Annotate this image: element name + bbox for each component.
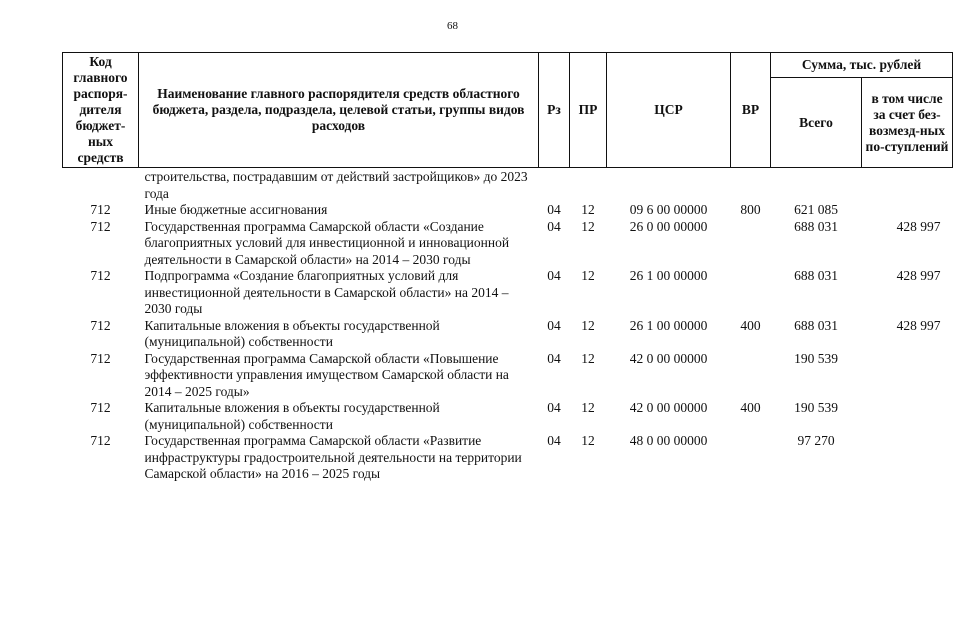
cell-vr [731, 268, 771, 318]
cell-csr: 26 0 00 00000 [629, 218, 708, 234]
cell-rz [539, 168, 570, 203]
cell-code: 712 [90, 433, 111, 448]
cell-code [63, 168, 139, 203]
cell-vr [731, 433, 771, 483]
header-free: в том числе за счет без-возмезд-ных по-ступлений [862, 78, 953, 168]
cell-pr: 12 [581, 433, 595, 448]
header-vr: ВР [731, 53, 771, 168]
cell-rz: 04 [547, 433, 561, 448]
header-sum-group: Сумма, тыс. рублей [771, 53, 953, 78]
cell-code: 712 [90, 202, 111, 217]
header-pr: ПР [570, 53, 607, 168]
cell-rz: 04 [547, 202, 561, 217]
cell-rz: 04 [547, 218, 561, 234]
cell-total: 190 539 [794, 350, 838, 366]
header-rz: Рз [539, 53, 570, 168]
cell-free [862, 351, 953, 401]
cell-total: 621 085 [794, 202, 838, 217]
table-row [63, 400, 953, 433]
cell-name: Государственная программа Самарской области «Развитие инфраструктуры градостроительной деятельности на территории Самарской области» на 2016 – 2025 годы [144, 433, 522, 481]
cell-name: Подпрограмма «Создание благоприятных условий для инвестиционной деятельности в Самарской области» на 2014 – 2030 годы [144, 268, 509, 316]
cell-pr [570, 168, 607, 203]
cell-free [862, 433, 953, 483]
cell-free: 428 997 [896, 317, 941, 333]
cell-vr: 400 [740, 400, 761, 415]
cell-vr: 400 [740, 317, 761, 333]
cell-name: Капитальные вложения в объекты государственной (муниципальной) собственности [144, 317, 440, 349]
cell-code: 712 [90, 350, 111, 366]
cell-csr: 26 1 00 00000 [629, 268, 708, 283]
cell-pr: 12 [581, 400, 595, 415]
cell-name: Государственная программа Самарской области «Повышение эффективности управления имуществом Самарской области на 2014 – 2025 годы» [144, 350, 509, 399]
cell-csr: 09 6 00 00000 [629, 202, 708, 217]
cell-vr: 800 [740, 202, 761, 217]
cell-total: 97 270 [797, 433, 835, 448]
cell-name: строительства, пострадавшим от действий застройщиков» до 2023 года [144, 169, 528, 201]
table-row [63, 433, 953, 483]
cell-pr: 12 [581, 317, 595, 333]
table-row [63, 219, 953, 269]
table-body [63, 168, 953, 483]
cell-rz: 04 [547, 400, 561, 415]
cell-code: 712 [90, 218, 111, 234]
cell-total: 190 539 [794, 400, 838, 415]
cell-pr: 12 [581, 350, 595, 366]
table-row [63, 351, 953, 401]
table-row [63, 318, 953, 351]
cell-name: Государственная программа Самарской области «Создание благоприятных условий для инвестиционной и инновационной деятельности в Самарской области» на 2014 – 2030 годы [144, 218, 510, 267]
cell-pr: 12 [581, 202, 595, 217]
table-row [63, 202, 953, 219]
cell-csr [607, 168, 731, 203]
cell-free [862, 400, 953, 433]
header-code: Код главного распоря-дителя бюджет-ных средств [63, 53, 139, 168]
table-row [63, 168, 953, 203]
cell-csr: 26 1 00 00000 [629, 317, 708, 333]
table-row [63, 268, 953, 318]
cell-code: 712 [90, 400, 111, 415]
cell-total [771, 168, 862, 203]
cell-total: 688 031 [794, 317, 838, 333]
budget-table [62, 52, 953, 483]
page-number: 68 [447, 20, 458, 32]
cell-free: 428 997 [896, 268, 941, 283]
cell-vr [731, 351, 771, 401]
cell-vr [731, 168, 771, 203]
cell-csr: 42 0 00 00000 [629, 400, 708, 415]
table-header [63, 53, 953, 168]
cell-free: 428 997 [896, 218, 941, 234]
cell-pr: 12 [581, 218, 595, 234]
cell-vr [731, 219, 771, 269]
cell-code: 712 [90, 268, 111, 283]
cell-code: 712 [90, 317, 111, 333]
cell-free [862, 202, 953, 219]
header-csr: ЦСР [607, 53, 731, 168]
cell-total: 688 031 [794, 268, 838, 283]
cell-rz: 04 [547, 317, 561, 333]
cell-csr: 48 0 00 00000 [629, 433, 708, 448]
cell-total: 688 031 [794, 218, 838, 234]
cell-rz: 04 [547, 268, 561, 283]
cell-name: Капитальные вложения в объекты государственной (муниципальной) собственности [144, 400, 440, 432]
cell-rz: 04 [547, 350, 561, 366]
header-name: Наименование главного распорядителя средств областного бюджета, раздела, подраздела, целевой статьи, группы видов расходов [139, 53, 539, 168]
cell-pr: 12 [581, 268, 595, 283]
cell-name: Иные бюджетные ассигнования [144, 202, 328, 217]
header-total: Всего [771, 78, 862, 168]
cell-csr: 42 0 00 00000 [629, 350, 708, 366]
cell-free [862, 168, 953, 203]
